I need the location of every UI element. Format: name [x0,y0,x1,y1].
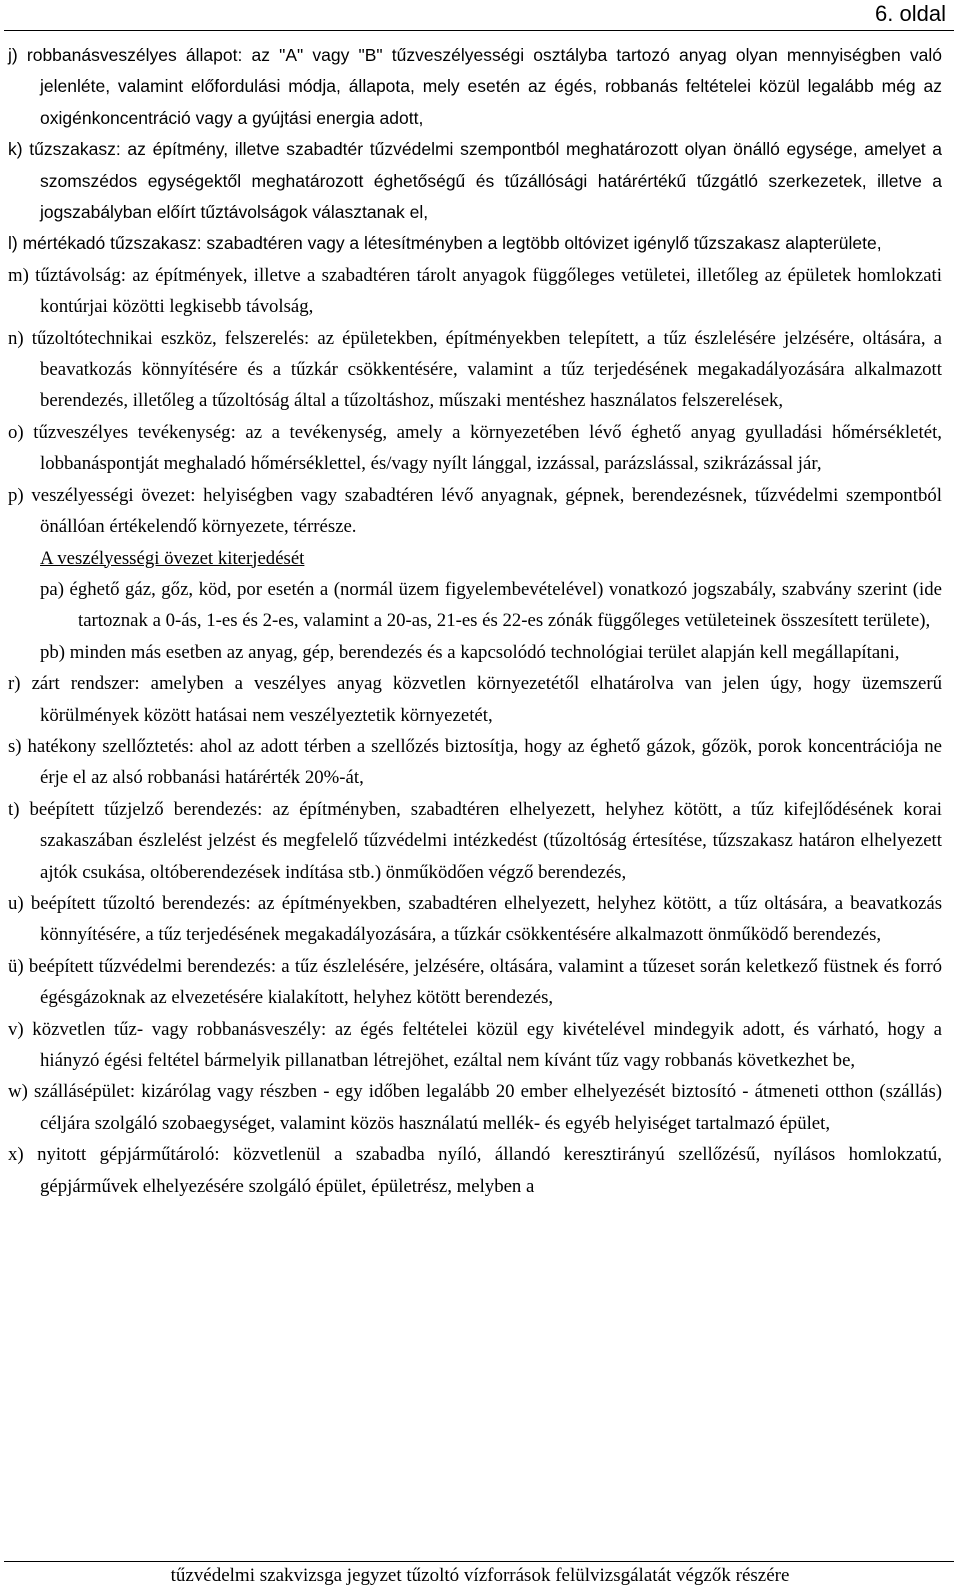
definition-w [8,1076,942,1139]
entry-label: k) [8,139,23,160]
entry-text: tűzoltótechnikai eszköz, felszerelés: az épületekben, építményekben telepített, a tűz észlelésére jelzésére, oltására, a beavatkozás könnyítésére és a tűzkár csökkentésére, valamint a tűz terjedésének megakadályozására alkalmazott berendezés, illetőleg a tűzoltóság által a tűzoltáshoz, műszaki mentéshez használatos felszerelések, [31,327,942,412]
entry-text: éghető gáz, gőz, köd, por esetén a (normál üzem figyelembevételével) vonatkozó jogszabály, szabvány szerint (ide tartoznak a 0-ás, 1-es és 2-es, valamint a 20-as, 21-es és 22-es zónák függőleges vetületeinek összesített területe), [69,578,942,632]
entry-label: x) [8,1144,24,1166]
entry-text: minden más esetben az anyag, gép, berendezés és a kapcsolódó technológiai terület alapján kell megállapítani, [69,641,900,663]
entry-text: robbanásveszélyes állapot: az "A" vagy "B" tűzveszélyességi osztályba tartozó anyag olyan mennyiségben való jelenléte, valamint előfordulási módja, állapota, mely esetén az égés, robbanás feltételei közül legalább még az oxigénkoncentráció vagy a gyújtási energia adott, [26,45,942,128]
entry-text: beépített tűzoltó berendezés: az építményekben, szabadtéren elhelyezett, helyhez kötött, a tűz oltására, a beavatkozás könnyítésére, a tűz terjedésének megakadályozására, a tűzkár csökkentésére alkalmazott önműködő berendezés, [30,892,943,946]
definition-t [8,794,942,888]
definition-p [8,480,942,543]
entry-label: p) [8,484,24,506]
definition-pb [40,637,942,668]
entry-label: u) [8,892,24,914]
definition-n [8,323,942,417]
entry-label: j) [8,45,18,65]
entry-text: veszélyességi övezet: helyiségben vagy szabadtéren lévő anyagnak, gépnek, berendezésnek, tűzvédelmi szempontból önállóan értékelendő környezete, térrésze. [31,484,942,538]
page-number: 6. oldal [875,1,946,26]
definition-u [8,888,942,951]
entry-text: tűztávolság: az építmények, illetve a szabadtéren tárolt anyagok függőleges vetületei, illetőleg az épületek homlokzati kontúrjai közötti legkisebb távolság, [35,264,942,318]
definition-v [8,1014,942,1077]
definition-l [8,228,942,259]
entry-label: s) [8,735,22,757]
entry-label: t) [8,798,20,820]
document-body [8,40,942,1202]
entry-label: r) [8,673,21,695]
entry-label: m) [8,264,29,286]
definition-x [8,1139,942,1202]
definition-s [8,731,942,794]
p-subheading: A veszélyességi övezet kiterjedését [40,547,305,569]
definition-j [8,40,942,134]
footer-divider [4,1561,954,1562]
entry-label: w) [8,1081,28,1103]
definition-o [8,417,942,480]
definition-r [8,668,942,731]
entry-label: ü) [8,955,24,977]
entry-text: mértékadó tűzszakasz: szabadtéren vagy a létesítményben a legtöbb oltóvizet igénylő tűzszakasz alapterülete, [22,233,882,254]
entry-label: o) [8,421,24,443]
page-header [0,0,960,30]
entry-label: n) [8,327,24,349]
definition-m [8,260,942,323]
entry-label: pb) [40,641,66,663]
page-footer: tűzvédelmi szakvizsga jegyzet tűzoltó vízforrások felülvizsgálatát végzők részére [170,1565,790,1586]
definition-pa [40,574,942,637]
entry-text: tűzveszélyes tevékenység: az a tevékenység, amely a környezetében lévő éghető anyag gyulladási hőmérsékletét, lobbanáspontját meghaladó hőmérséklettel, és/vagy nyílt lánggal, izzással, parázslással, szikrázással jár, [33,421,942,475]
definition-ue [8,951,942,1014]
entry-text: nyitott gépjárműtároló: közvetlenül a szabadba nyíló, állandó keresztirányú szellőzésű, nyílásos homlokzatú, gépjárművek elhelyezésére szolgáló épület, épületrész, melyben a [37,1144,942,1197]
entry-text: hatékony szellőztetés: ahol az adott térben a szellőzés biztosítja, hogy az éghető gázok, gőzök, porok koncentrációja ne érje el az alsó robbanási határérték 20%-át, [27,735,942,789]
entry-text: beépített tűzjelző berendezés: az építményben, szabadtéren elhelyezett, helyhez kötött, a tűz kifejlődésének korai szakaszában észlelést jelzést és megfelelő tűzvédelmi intézkedést (tűzoltóság értesítése, tűzszakasz határon elhelyezett ajtók csukása, oltóberendezések indítása stb.) önműködően végző berendezés, [29,798,943,883]
entry-text: közvetlen tűz- vagy robbanásveszély: az égés feltételei közül egy kivételével mindegyik adott, és várható, hogy a hiányzó égési feltétel bármelyik pillanatban létrejöhet, ezáltal nem kívánt tűz vagy robbanás következhet be, [32,1018,942,1071]
entry-label: v) [8,1018,24,1040]
entry-label: pa) [40,578,64,600]
entry-text: szállásépület: kizárólag vagy részben - egy időben legalább 20 ember elhelyezését biztosító - átmeneti otthon (szállás) céljára szolgáló szobaegységet, valamint közös használatú mellék- és egyéb helyiséget tartalmazó épület, [33,1081,943,1134]
header-divider [4,30,954,31]
entry-label: l) [8,233,18,254]
entry-text: zárt rendszer: amelyben a veszélyes anyag közvetlen környezetétől elhatárolva van jelen úgy, hogy üzemszerű körülmények között hatásai nem veszélyeztetik környezetét, [31,673,942,726]
definition-k [8,134,942,228]
entry-text: tűzszakasz: az építmény, illetve szabadtér tűzvédelmi szempontból meghatározott olyan önálló egysége, amelyet a szomszédos egységektől meghatározott éghetőségű és tűzállósági határértékű tűzgátló szerkezetek, illetve a jogszabályban előírt tűztávolságok választanak el, [29,139,942,223]
entry-text: beépített tűzvédelmi berendezés: a tűz észlelésére, jelzésére, oltására, valamint a tűzeset során keletkező füstnek és forró égésgázoknak az elvezetésére kialakított, helyhez kötött berendezés, [28,955,942,1009]
